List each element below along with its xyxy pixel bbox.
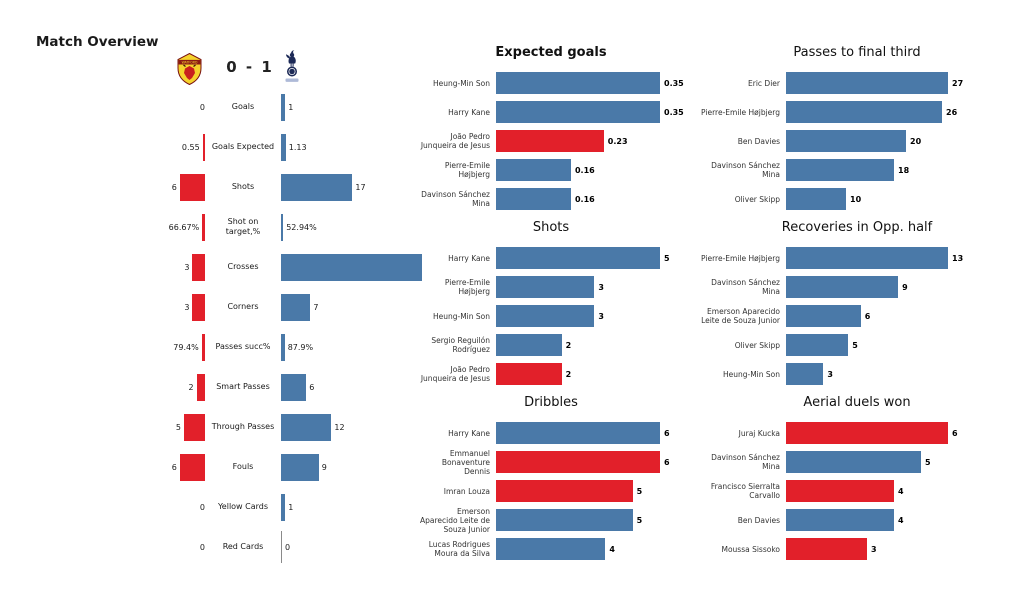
chart-title: Expected goals bbox=[495, 45, 607, 60]
away-value: 0 bbox=[285, 542, 291, 552]
player-bar bbox=[786, 159, 894, 181]
player-label: Heung-Min Son bbox=[722, 369, 780, 379]
player-label: Ben Davies bbox=[737, 136, 780, 146]
player-bar bbox=[786, 538, 867, 560]
player-bar bbox=[786, 276, 898, 298]
chart-title: Dribbles bbox=[524, 395, 578, 410]
home-value: 2 bbox=[188, 382, 194, 392]
player-bar bbox=[496, 72, 660, 94]
scoreline bbox=[170, 48, 310, 90]
away-value: 12 bbox=[334, 422, 345, 432]
home-side bbox=[40, 334, 205, 361]
chart-passes-to-final-third bbox=[690, 45, 1024, 217]
chart-row bbox=[690, 159, 1024, 181]
player-bar bbox=[786, 72, 948, 94]
bar-value: 0.16 bbox=[574, 165, 595, 175]
bar-value: 3 bbox=[598, 311, 604, 321]
away-bar bbox=[281, 254, 422, 281]
chart-row bbox=[690, 509, 1024, 531]
chart-row bbox=[690, 101, 1024, 123]
home-side bbox=[40, 374, 205, 401]
chart-row bbox=[412, 130, 690, 152]
chart-row bbox=[690, 305, 1024, 327]
away-side bbox=[281, 531, 430, 563]
overview-row bbox=[40, 367, 430, 407]
away-value: 9 bbox=[321, 462, 327, 472]
chart-title: Passes to final third bbox=[793, 45, 921, 60]
chart-row bbox=[412, 305, 690, 327]
bar-value: 18 bbox=[898, 165, 910, 175]
player-label: Pierre-Emile Højbjerg bbox=[444, 161, 490, 179]
player-label: Imran Louza bbox=[443, 486, 490, 496]
away-bar bbox=[281, 174, 352, 201]
chart-row bbox=[690, 538, 1024, 560]
home-bar bbox=[192, 254, 205, 281]
bar-value: 4 bbox=[898, 515, 904, 525]
home-bar bbox=[197, 374, 205, 401]
player-label: Ben Davies bbox=[737, 515, 780, 525]
chart-row bbox=[412, 334, 690, 356]
away-side bbox=[281, 94, 430, 121]
overview-row bbox=[40, 327, 430, 367]
chart-expected-goals bbox=[412, 45, 690, 217]
chart-row bbox=[412, 538, 690, 560]
bar-value: 5 bbox=[636, 515, 643, 525]
player-label: Pierre-Emile Højbjerg bbox=[444, 278, 490, 296]
player-bar bbox=[496, 422, 660, 444]
player-label: Pierre-Emile Højbjerg bbox=[701, 253, 780, 263]
player-label: Davinson Sánchez Mina bbox=[711, 453, 780, 471]
chart-row bbox=[412, 276, 690, 298]
home-value: 0 bbox=[199, 542, 205, 552]
chart-dribbles bbox=[412, 395, 690, 567]
away-bar bbox=[281, 374, 306, 401]
bar-value: 4 bbox=[898, 486, 904, 496]
home-value: 6 bbox=[171, 462, 177, 472]
overview-row bbox=[40, 127, 430, 167]
chart-row bbox=[412, 159, 690, 181]
home-side bbox=[40, 414, 205, 441]
overview-comparison bbox=[40, 87, 430, 567]
away-bar bbox=[281, 454, 319, 481]
chart-title: Recoveries in Opp. half bbox=[781, 220, 933, 235]
player-bar bbox=[496, 334, 562, 356]
stat-label: Crosses bbox=[227, 262, 259, 271]
chart-row bbox=[690, 276, 1024, 298]
bar-value: 6 bbox=[664, 428, 670, 438]
chart-row bbox=[690, 247, 1024, 269]
chart-row bbox=[690, 72, 1024, 94]
bar-value: 13 bbox=[952, 253, 964, 263]
zero-axis-line bbox=[281, 531, 282, 563]
overview-row bbox=[40, 527, 430, 567]
player-label: Davinson Sánchez Mina bbox=[711, 161, 780, 179]
bar-value: 0.16 bbox=[574, 194, 595, 204]
away-value: 6 bbox=[309, 382, 315, 392]
home-side bbox=[40, 454, 205, 481]
away-value: 1.13 bbox=[288, 142, 307, 152]
away-value: 17 bbox=[355, 182, 366, 192]
player-bar bbox=[496, 480, 633, 502]
away-value: 52.94% bbox=[286, 222, 317, 232]
player-bar bbox=[496, 101, 660, 123]
bar-value: 5 bbox=[925, 457, 931, 467]
overview-row bbox=[40, 447, 430, 487]
home-side bbox=[40, 543, 205, 552]
bar-value: 0.35 bbox=[664, 107, 684, 117]
overview-row bbox=[40, 207, 430, 247]
overview-row bbox=[40, 87, 430, 127]
away-side bbox=[281, 334, 430, 361]
chart-row bbox=[412, 448, 690, 476]
away-bar bbox=[281, 494, 285, 521]
overview-row bbox=[40, 167, 430, 207]
player-bar bbox=[496, 305, 594, 327]
away-side bbox=[281, 174, 430, 201]
player-label: Harry Kane bbox=[448, 253, 490, 263]
player-bar bbox=[496, 247, 660, 269]
home-side bbox=[40, 174, 205, 201]
bar-value: 3 bbox=[871, 544, 877, 554]
player-label: Oliver Skipp bbox=[734, 340, 780, 350]
chart-row bbox=[412, 101, 690, 123]
overview-row bbox=[40, 487, 430, 527]
home-value: 3 bbox=[184, 262, 190, 272]
stat-label: Corners bbox=[227, 302, 259, 311]
stat-label: Goals bbox=[231, 102, 255, 111]
home-side bbox=[40, 294, 205, 321]
away-side bbox=[281, 414, 430, 441]
home-bar bbox=[180, 174, 205, 201]
away-value: 1 bbox=[288, 502, 294, 512]
home-value: 0 bbox=[199, 502, 205, 512]
bar-value: 27 bbox=[952, 78, 964, 88]
bar-value: 20 bbox=[910, 136, 922, 146]
bar-value: 5 bbox=[636, 486, 643, 496]
chart-title: Aerial duels won bbox=[803, 395, 911, 410]
player-bar bbox=[786, 305, 861, 327]
overview-row bbox=[40, 407, 430, 447]
overview-row bbox=[40, 287, 430, 327]
away-bar bbox=[281, 294, 310, 321]
bar-value: 10 bbox=[850, 194, 862, 204]
chart-row bbox=[412, 72, 690, 94]
stat-label: Goals Expected bbox=[211, 142, 275, 151]
chart-row bbox=[412, 422, 690, 444]
home-value: 0 bbox=[199, 102, 205, 112]
chart-row bbox=[690, 451, 1024, 473]
stat-label: Through Passes bbox=[211, 422, 275, 431]
player-label: Lucas Rodrigues Moura da Silva bbox=[428, 540, 490, 558]
stat-label: Shot on target,% bbox=[225, 217, 261, 236]
player-label: Juraj Kucka bbox=[738, 428, 780, 438]
score: 0 - 1 bbox=[226, 58, 274, 76]
chart-row bbox=[412, 247, 690, 269]
stat-label: Smart Passes bbox=[216, 382, 270, 391]
chart-row bbox=[690, 363, 1024, 385]
bar-value: 0.23 bbox=[607, 136, 628, 146]
bar-value: 2 bbox=[565, 369, 572, 379]
bar-value: 26 bbox=[946, 107, 958, 117]
chart-row bbox=[690, 422, 1024, 444]
player-bar bbox=[496, 276, 594, 298]
player-bar bbox=[786, 188, 846, 210]
player-label: Davinson Sánchez Mina bbox=[711, 278, 780, 296]
chart-row bbox=[412, 480, 690, 502]
away-side bbox=[281, 254, 430, 281]
chart-aerial-duels-won bbox=[690, 395, 1024, 567]
player-label: Davinson Sánchez Mina bbox=[421, 190, 490, 208]
chart-row bbox=[412, 188, 690, 210]
player-bar bbox=[496, 188, 571, 210]
home-bar bbox=[192, 294, 205, 321]
chart-row bbox=[690, 188, 1024, 210]
player-label: Harry Kane bbox=[448, 428, 490, 438]
player-label: Heung-Min Son bbox=[432, 311, 490, 321]
stat-label: Fouls bbox=[232, 462, 254, 471]
away-bar bbox=[281, 214, 283, 241]
player-label: Heung-Min Son bbox=[432, 78, 490, 88]
player-bar bbox=[496, 159, 571, 181]
player-label: Pierre-Emile Højbjerg bbox=[701, 107, 780, 117]
chart-row bbox=[412, 363, 690, 385]
away-value: 87.9% bbox=[287, 342, 314, 352]
stat-label: Yellow Cards bbox=[217, 502, 269, 511]
away-side bbox=[281, 374, 430, 401]
away-bar bbox=[281, 414, 331, 441]
home-side bbox=[40, 134, 205, 161]
player-label: Francisco Sierralta Carvallo bbox=[710, 482, 780, 500]
chart-recoveries-opp-half bbox=[690, 220, 1024, 392]
player-bar bbox=[786, 509, 894, 531]
chart-row bbox=[690, 130, 1024, 152]
home-bar bbox=[180, 454, 205, 481]
bar-value: 6 bbox=[664, 457, 670, 467]
player-bar bbox=[786, 130, 906, 152]
away-side bbox=[281, 494, 430, 521]
away-bar bbox=[281, 94, 285, 121]
bar-value: 5 bbox=[852, 340, 858, 350]
player-label: João Pedro Junqueira de Jesus bbox=[420, 132, 490, 150]
player-bar bbox=[786, 480, 894, 502]
home-side bbox=[40, 254, 205, 281]
overview-row bbox=[40, 247, 430, 287]
player-label: Emerson Aparecido Leite de Souza Junior bbox=[701, 307, 780, 325]
home-value: 6 bbox=[171, 182, 177, 192]
away-side bbox=[281, 134, 430, 161]
player-bar bbox=[496, 451, 660, 473]
bar-value: 2 bbox=[565, 340, 572, 350]
stat-label: Red Cards bbox=[222, 542, 264, 551]
home-value: 5 bbox=[175, 422, 181, 432]
chart-title: Shots bbox=[532, 220, 570, 235]
player-bar bbox=[786, 247, 948, 269]
bar-value: 5 bbox=[664, 253, 670, 263]
player-bar bbox=[496, 509, 633, 531]
away-side bbox=[281, 214, 430, 241]
svg-text:WATFORD: WATFORD bbox=[181, 60, 198, 65]
player-label: Emmanuel Bonaventure Dennis bbox=[441, 448, 490, 476]
player-label: Eric Dier bbox=[748, 78, 780, 88]
bar-value: 4 bbox=[609, 544, 615, 554]
player-bar bbox=[786, 334, 848, 356]
player-label: João Pedro Junqueira de Jesus bbox=[420, 365, 490, 383]
player-bar bbox=[786, 451, 921, 473]
home-side bbox=[40, 103, 205, 112]
home-value: 3 bbox=[184, 302, 190, 312]
chart-row bbox=[412, 506, 690, 534]
bar-value: 3 bbox=[598, 282, 604, 292]
player-bar bbox=[786, 422, 948, 444]
page-title: Match Overview bbox=[36, 34, 159, 50]
away-value: 1 bbox=[288, 102, 294, 112]
away-bar bbox=[281, 334, 285, 361]
away-value: 7 bbox=[313, 302, 319, 312]
home-value: 66.67% bbox=[168, 222, 200, 232]
player-bar bbox=[786, 101, 942, 123]
bar-value: 9 bbox=[902, 282, 908, 292]
chart-row bbox=[690, 334, 1024, 356]
home-value: 0.55 bbox=[181, 142, 200, 152]
bar-value: 6 bbox=[952, 428, 958, 438]
watford-crest-icon bbox=[176, 53, 203, 85]
player-label: Emerson Aparecido Leite de Souza Junior bbox=[419, 506, 490, 534]
bar-value: 0.35 bbox=[664, 78, 684, 88]
player-bar bbox=[496, 538, 605, 560]
away-side bbox=[281, 294, 430, 321]
player-bar bbox=[496, 363, 562, 385]
stat-label: Passes succ% bbox=[215, 342, 271, 351]
chart-row bbox=[690, 480, 1024, 502]
player-label: Oliver Skipp bbox=[734, 194, 780, 204]
tottenham-hotspur-crest-icon bbox=[283, 49, 301, 87]
stat-label: Shots bbox=[231, 182, 255, 191]
home-value: 79.4% bbox=[173, 342, 199, 352]
home-side bbox=[40, 503, 205, 512]
home-side bbox=[40, 214, 205, 241]
chart-shots bbox=[412, 220, 690, 392]
player-label: Sergio Reguilón Rodríguez bbox=[431, 336, 490, 354]
bar-value: 3 bbox=[827, 369, 833, 379]
home-bar bbox=[184, 414, 205, 441]
player-label: Harry Kane bbox=[448, 107, 490, 117]
player-label: Moussa Sissoko bbox=[721, 544, 780, 554]
player-bar bbox=[496, 130, 604, 152]
away-side bbox=[281, 454, 430, 481]
player-bar bbox=[786, 363, 823, 385]
bar-value: 6 bbox=[864, 311, 871, 321]
away-bar bbox=[281, 134, 286, 161]
